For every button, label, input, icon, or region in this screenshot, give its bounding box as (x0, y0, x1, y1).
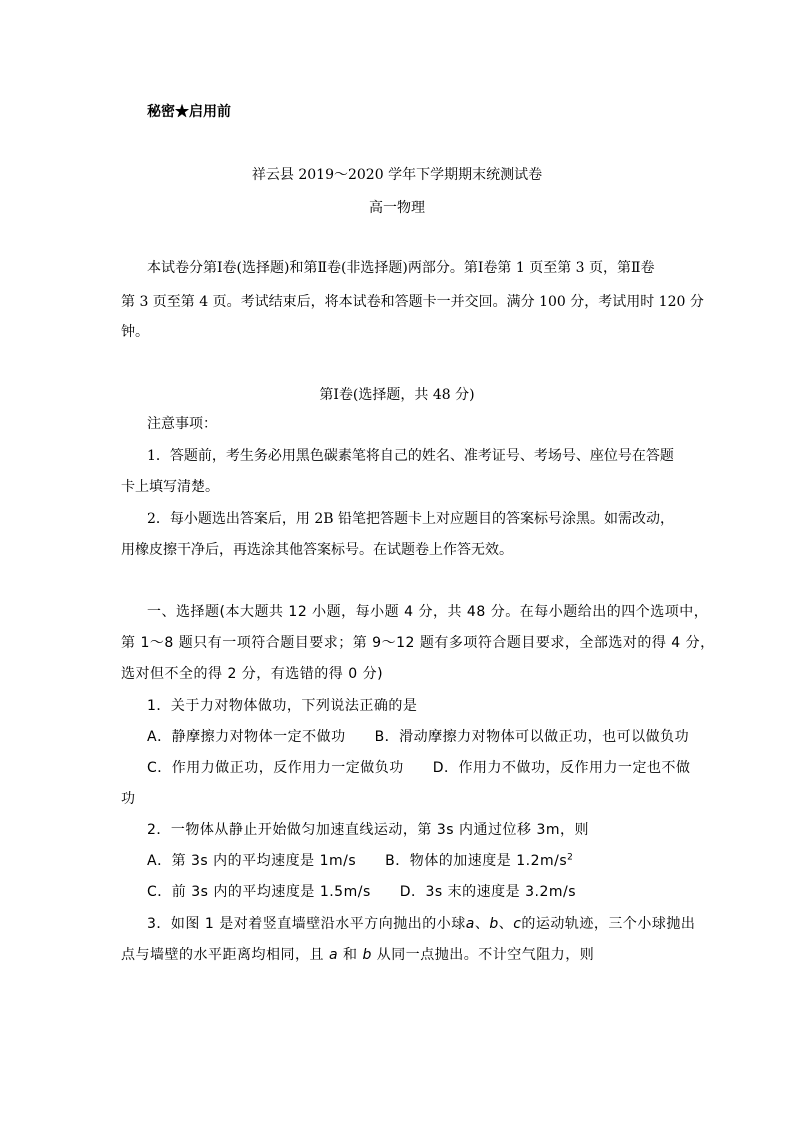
q3-line2-var-a: a (328, 947, 339, 963)
q3-stem-start: 3．如图 1 是对着竖直墙壁沿水平方向抛出的小球 (147, 916, 466, 932)
intro-line-3: 钟。 (121, 324, 149, 340)
q3-line2-end: 从同一点抛出。不计空气阻力，则 (376, 947, 595, 963)
section1-line-1: 一、选择题(本大题共 12 小题，每小题 4 分，共 48 分。在每小题给出的四个选项中， (147, 604, 709, 620)
q3-var-c: c (513, 916, 522, 932)
q2-exponent: 2 (567, 852, 574, 863)
q3-line2-start: 点与墙壁的水平距离均相同，且 (121, 947, 324, 963)
intro-line-1: 本试卷分第Ⅰ卷(选择题)和第Ⅱ卷(非选择题)两部分。第Ⅰ卷第 1 页至第 3 页，第Ⅱ卷 (147, 260, 655, 276)
q3-line2-var-b: b (362, 947, 372, 963)
subject-title: 高一物理 (369, 200, 425, 216)
notice-label: 注意事项： (147, 416, 217, 432)
part1-title: 第Ⅰ卷(选择题，共 48 分) (319, 387, 475, 403)
notice-2-line-2: 用橡皮擦干净后，再选涂其他答案标号。在试题卷上作答无效。 (121, 542, 513, 558)
notice-1-line-2: 卡上填写清楚。 (121, 479, 219, 495)
q3-var-a: a (465, 916, 475, 932)
q2-options-cd: C．前 3s 内的平均速度是 1.5m/s D．3s 末的速度是 3.2m/s (147, 884, 577, 900)
notice-2-line-1: 2．每小题选出答案后，用 2B 铅笔把答题卡上对应题目的答案标号涂黑。如需改动， (147, 511, 675, 527)
q1-stem: 1．关于力对物体做功，下列说法正确的是 (147, 698, 418, 714)
exam-title: 祥云县 2019～2020 学年下学期期末统测试卷 (251, 167, 543, 183)
section1-line-2: 第 1～8 题只有一项符合题目要求；第 9～12 题有多项符合题目要求，全部选对的得 4 分， (121, 635, 715, 651)
q1-options-cd: C．作用力做正功，反作用力一定做负功 D．作用力不做功，反作用力一定也不做 (147, 760, 691, 776)
q3-sep-1: 、 (474, 916, 490, 932)
q2-options-ab-text: A．第 3s 内的平均速度是 1m/s B．物体的加速度是 1.2m/s (147, 853, 568, 869)
secret-label: 秘密★启用前 (147, 104, 231, 120)
q1-options-cd-cont: 功 (121, 791, 136, 807)
notice-1-line-1: 1．答题前，考生务必用黑色碳素笔将自己的姓名、准考证号、考场号、座位号在答题 (147, 448, 674, 464)
section1-line-3: 选对但不全的得 2 分，有选错的得 0 分) (121, 666, 384, 682)
q3-stem-line-2 (121, 945, 594, 965)
q3-var-b: b (489, 916, 499, 932)
q3-line2-mid: 和 (343, 947, 358, 963)
q3-sep-2: 、 (498, 916, 514, 932)
q2-options-ab (147, 851, 573, 871)
intro-line-2: 第 3 页至第 4 页。考试结束后，将本试卷和答题卡一并交回。满分 100 分，考试用时 120 分 (121, 294, 704, 310)
q2-stem: 2．一物体从静止开始做匀加速直线运动，第 3s 内通过位移 3m，则 (147, 822, 590, 838)
q3-stem-end: 的运动轨迹，三个小球抛出 (521, 916, 696, 932)
q3-stem (147, 914, 695, 934)
q1-options-ab: A．静摩擦力对物体一定不做功 B．滑动摩擦力对物体可以做正功，也可以做负功 (147, 729, 690, 745)
